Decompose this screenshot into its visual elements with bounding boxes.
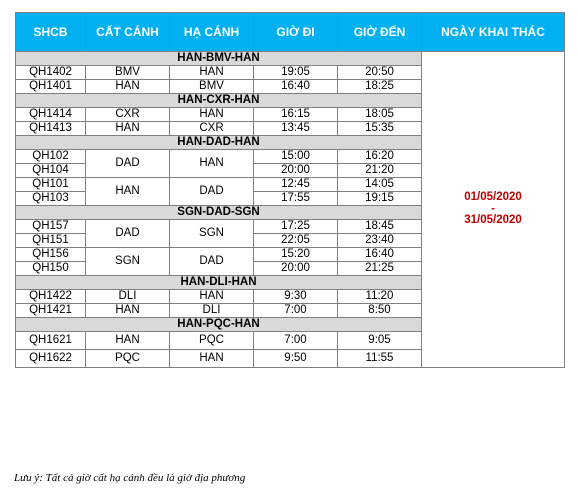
route-name: HAN-PQC-HAN [16, 318, 422, 332]
flight-to: DLI [170, 304, 254, 318]
flight-dep-time: 17:55 [254, 192, 338, 206]
flight-arr-time: 21:20 [338, 164, 422, 178]
flight-to: PQC [170, 332, 254, 350]
flight-arr-time: 9:05 [338, 332, 422, 350]
period-end: 31/05/2020 [464, 214, 522, 227]
flight-dep-time: 16:40 [254, 80, 338, 94]
flight-number: QH1402 [16, 66, 86, 80]
flight-from: HAN [86, 122, 170, 136]
flight-arr-time: 15:35 [338, 122, 422, 136]
flight-to: DAD [170, 248, 254, 276]
route-row [16, 52, 565, 66]
flight-arr-time: 18:45 [338, 220, 422, 234]
flight-dep-time: 9:50 [254, 350, 338, 368]
flight-arr-time: 19:15 [338, 192, 422, 206]
flight-from: DAD [86, 150, 170, 178]
flight-to: CXR [170, 122, 254, 136]
flight-to: HAN [170, 350, 254, 368]
header-period: NGÀY KHAI THÁC [422, 13, 565, 52]
flight-arr-time: 18:25 [338, 80, 422, 94]
flight-arr-time: 21:25 [338, 262, 422, 276]
flight-dep-time: 13:45 [254, 122, 338, 136]
flight-number: QH1413 [16, 122, 86, 136]
route-name: HAN-BMV-HAN [16, 52, 422, 66]
flight-to: HAN [170, 150, 254, 178]
period-start: 01/05/2020 [464, 191, 522, 204]
flight-dep-time: 12:45 [254, 178, 338, 192]
flight-number: QH1421 [16, 304, 86, 318]
flight-from: HAN [86, 80, 170, 94]
flight-number: QH1401 [16, 80, 86, 94]
flight-to: HAN [170, 66, 254, 80]
flight-number: QH103 [16, 192, 86, 206]
flight-to: BMV [170, 80, 254, 94]
flight-arr-time: 11:20 [338, 290, 422, 304]
flight-to: SGN [170, 220, 254, 248]
header-depart: CẤT CÁNH [86, 13, 170, 52]
flight-number: QH102 [16, 150, 86, 164]
route-name: SGN-DAD-SGN [16, 206, 422, 220]
flight-number: QH101 [16, 178, 86, 192]
flight-arr-time: 16:40 [338, 248, 422, 262]
flight-from: HAN [86, 178, 170, 206]
header-arrive: HẠ CÁNH [170, 13, 254, 52]
flight-number: QH1622 [16, 350, 86, 368]
route-name: HAN-DAD-HAN [16, 136, 422, 150]
flight-dep-time: 16:15 [254, 108, 338, 122]
flight-from: SGN [86, 248, 170, 276]
flight-from: DAD [86, 220, 170, 248]
flight-number: QH156 [16, 248, 86, 262]
flight-arr-time: 23:40 [338, 234, 422, 248]
flight-number: QH151 [16, 234, 86, 248]
operating-period [422, 52, 565, 368]
flight-arr-time: 14:05 [338, 178, 422, 192]
flight-arr-time: 11:55 [338, 350, 422, 368]
flight-to: HAN [170, 290, 254, 304]
flight-from: PQC [86, 350, 170, 368]
route-name: HAN-CXR-HAN [16, 94, 422, 108]
flight-number: QH157 [16, 220, 86, 234]
header-arr-time: GIỜ ĐẾN [338, 13, 422, 52]
flight-dep-time: 20:00 [254, 262, 338, 276]
flight-from: BMV [86, 66, 170, 80]
flight-dep-time: 9:30 [254, 290, 338, 304]
header-row [16, 13, 565, 52]
period-separator: - [491, 202, 495, 215]
flight-from: HAN [86, 304, 170, 318]
flight-arr-time: 8:50 [338, 304, 422, 318]
flight-from: HAN [86, 332, 170, 350]
flight-from: DLI [86, 290, 170, 304]
flight-from: CXR [86, 108, 170, 122]
flight-dep-time: 15:00 [254, 150, 338, 164]
flight-arr-time: 20:50 [338, 66, 422, 80]
flight-to: DAD [170, 178, 254, 206]
flight-dep-time: 7:00 [254, 332, 338, 350]
flight-arr-time: 18:05 [338, 108, 422, 122]
flight-arr-time: 16:20 [338, 150, 422, 164]
flight-dep-time: 17:25 [254, 220, 338, 234]
flight-number: QH1422 [16, 290, 86, 304]
route-name: HAN-DLI-HAN [16, 276, 422, 290]
flight-schedule-table [15, 12, 565, 368]
flight-dep-time: 7:00 [254, 304, 338, 318]
flight-to: HAN [170, 108, 254, 122]
footnote: Lưu ý: Tất cả giờ cất hạ cánh đều là giờ địa phương [14, 472, 246, 484]
flight-number: QH1621 [16, 332, 86, 350]
header-dep-time: GIỜ ĐI [254, 13, 338, 52]
header-flight: SHCB [16, 13, 86, 52]
flight-dep-time: 22:05 [254, 234, 338, 248]
flight-number: QH104 [16, 164, 86, 178]
flight-dep-time: 20:00 [254, 164, 338, 178]
flight-number: QH150 [16, 262, 86, 276]
flight-dep-time: 19:05 [254, 66, 338, 80]
flight-dep-time: 15:20 [254, 248, 338, 262]
flight-number: QH1414 [16, 108, 86, 122]
